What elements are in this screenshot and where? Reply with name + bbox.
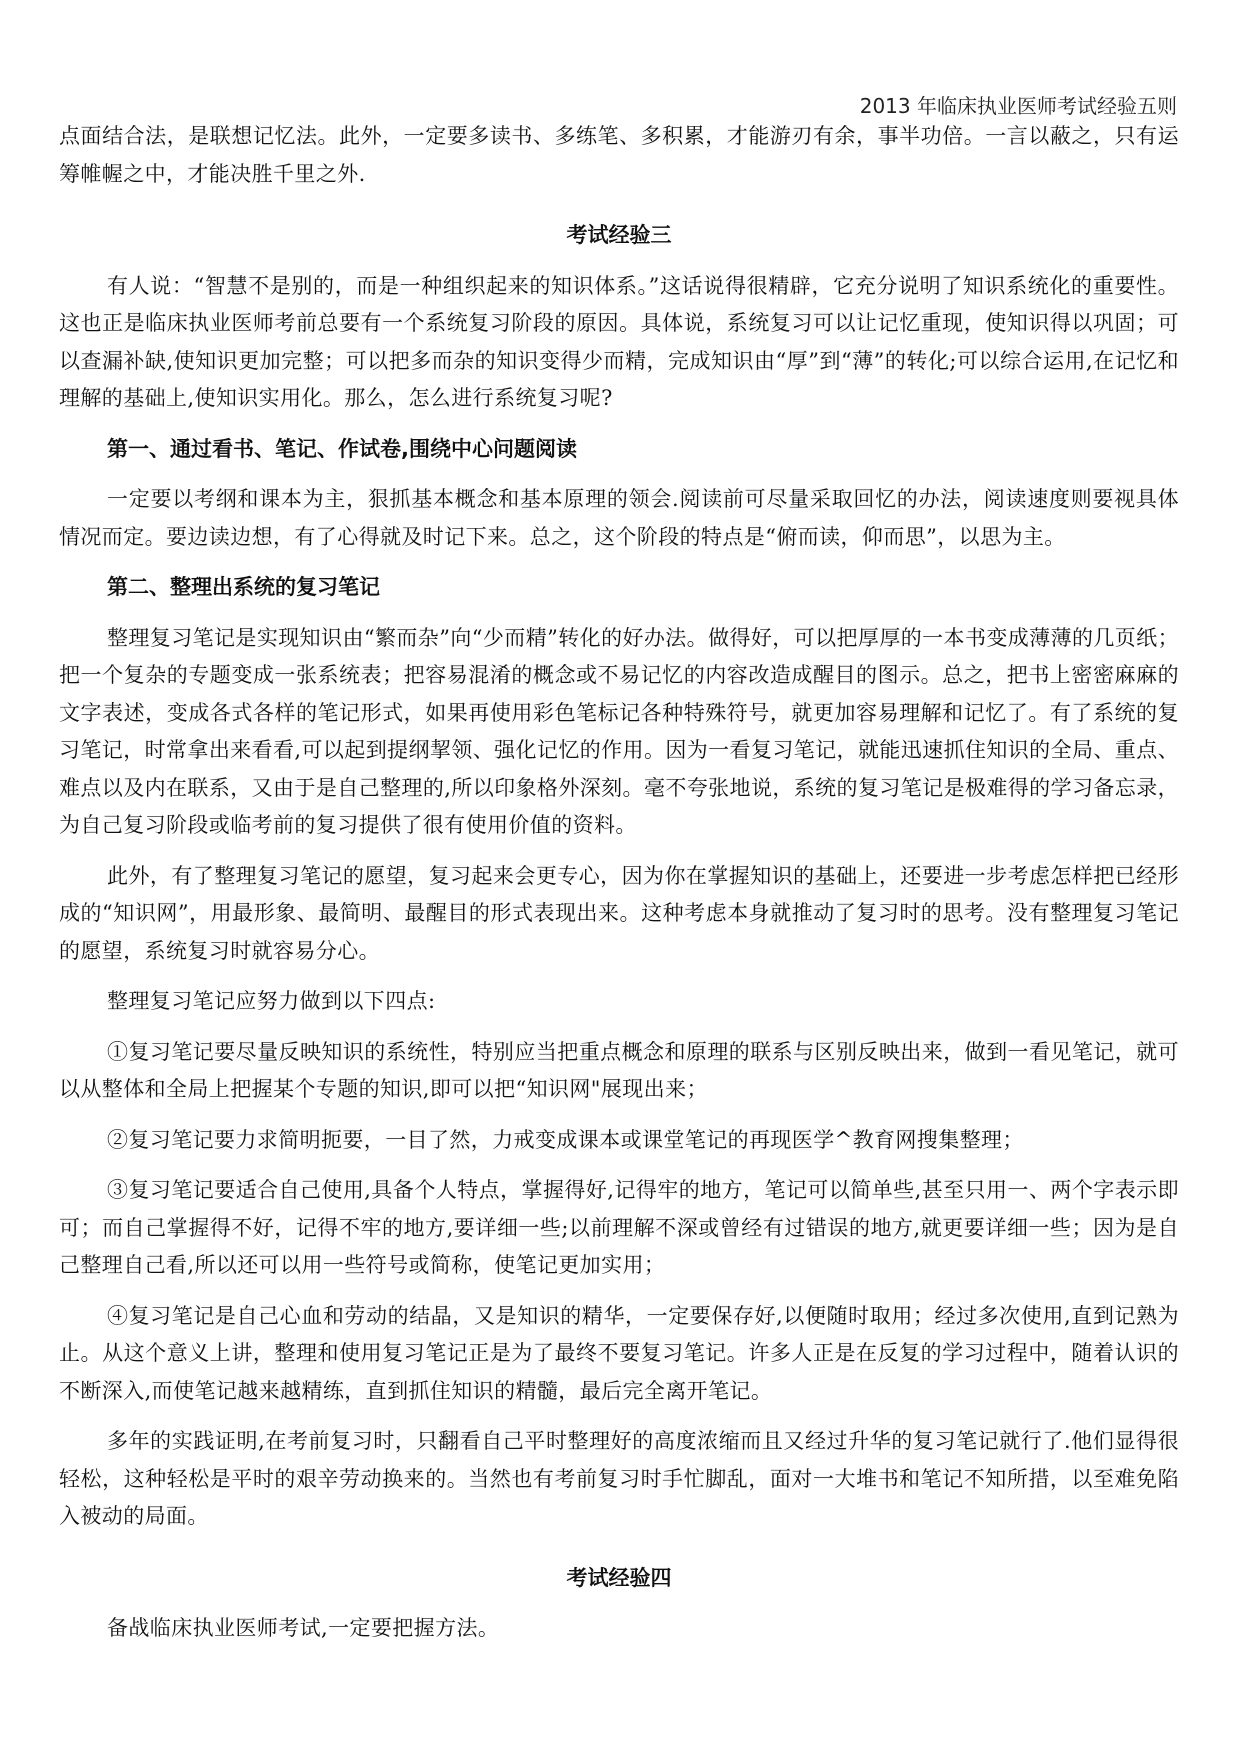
subsection-title-1: 第一、通过看书、笔记、作试卷,围绕中心问题阅读	[107, 436, 577, 461]
subsection2-paragraph-1: 整理复习笔记是实现知识由“繁而杂”向“少而精”转化的好办法。做得好，可以把厚厚的一本书变成薄薄的几页纸；把一个复杂的专题变成一张系统表；把容易混淆的概念或不易记忆的内容改造成醒目的图示。总之，把书上密密麻麻的文字表述，变成各式各样的笔记形式，如果再使用彩色笔标记各种特殊符号，就更加容易理解和记忆了。有了系统的复习笔记，时常拿出来看看,可以起到提纲挈领、强化记忆的作用。因为一看复习笔记，就能迅速抓住知识的全局、重点、难点以及内在联系，又由于是自己整理的,所以印象格外深刻。毫不夸张地说，系统的复习笔记是极难得的学习备忘录，为自己复习阶段或临考前的复习提供了很有使用价值的资料。	[59, 625, 1179, 837]
section-title-3: 考试经验三	[566, 223, 672, 247]
list-item-point-2: ②复习笔记要力求简明扼要，一目了然，力戒变成课本或课堂笔记的再现医学^教育网搜集整理；	[107, 1127, 1024, 1152]
section-title-4: 考试经验四	[566, 1565, 672, 1590]
section4-intro: 备战临床执业医师考试,一定要把握方法。	[107, 1616, 500, 1640]
section3-intro: 有人说：“智慧不是别的，而是一种组织起来的知识体系。”这话说得很精辟，它充分说明了知识系统化的重要性。这也正是临床执业医师考前总要有一个系统复习阶段的原因。具体说，系统复习可以让记忆重现，使知识得以巩固；可以查漏补缺,使知识更加完整；可以把多而杂的知识变得少而精，完成知识由“厚”到“薄”的转化;可以综合运用,在记忆和理解的基础上,使知识实用化。那么，怎么进行系统复习呢?	[59, 273, 1179, 410]
subsection2-paragraph-2: 此外，有了整理复习笔记的愿望，复习起来会更专心，因为你在掌握知识的基础上，还要进一步考虑怎样把已经形成的“知识网”，用最形象、最简明、最醒目的形式表现出来。这种考虑本身就推动了复习时的思考。没有整理复习笔记的愿望，系统复习时就容易分心。	[59, 863, 1179, 963]
list-item-point-3: ③复习笔记要适合自己使用,具备个人特点，掌握得好,记得牢的地方，笔记可以简单些,甚至只用一、两个字表示即可；而自己掌握得不好，记得不牢的地方,要详细一些;以前理解不深或曾经有过错误的地方,就更要详细一些；因为是自己整理自己看,所以还可以用一些符号或简称，使笔记更加实用；	[59, 1178, 1179, 1277]
subsection2-paragraph-3: 整理复习笔记应努力做到以下四点:	[107, 989, 436, 1013]
closing-paragraph: 多年的实践证明,在考前复习时，只翻看自己平时整理好的高度浓缩而且又经过升华的复习笔记就行了.他们显得很轻松，这种轻松是平时的艰辛劳动换来的。当然也有考前复习时手忙脚乱，面对一大堆书和笔记不知所措，以至难免陷入被动的局面。	[59, 1429, 1179, 1528]
document-body	[59, 118, 1179, 1648]
page-header: 2013 年临床执业医师考试经验五则	[859, 94, 1177, 118]
subsection1-text: 一定要以考纲和课本为主，狠抓基本概念和基本原理的领会.阅读前可尽量采取回忆的办法，阅读速度则要视具体情况而定。要边读边想，有了心得就及时记下来。总之，这个阶段的特点是“俯而读，仰而思”，以思为主。	[59, 487, 1179, 549]
list-item-point-1: ①复习笔记要尽量反映知识的系统性，特别应当把重点概念和原理的联系与区别反映出来，做到一看见笔记，就可以从整体和全局上把握某个专题的知识,即可以把“知识网"展现出来；	[59, 1039, 1179, 1101]
continuation-paragraph: 点面结合法，是联想记忆法。此外，一定要多读书、多练笔、多积累，才能游刃有余，事半功倍。一言以蔽之，只有运筹帷幄之中，才能决胜千里之外.	[59, 124, 1179, 186]
list-item-point-4: ④复习笔记是自己心血和劳动的结晶，又是知识的精华，一定要保存好,以便随时取用；经过多次使用,直到记熟为止。从这个意义上讲，整理和使用复习笔记正是为了最终不要复习笔记。许多人正是在反复的学习过程中，随着认识的不断深入,而使笔记越来越精练，直到抓住知识的精髓，最后完全离开笔记。	[59, 1303, 1179, 1403]
subsection-title-2: 第二、整理出系统的复习笔记	[107, 575, 380, 599]
